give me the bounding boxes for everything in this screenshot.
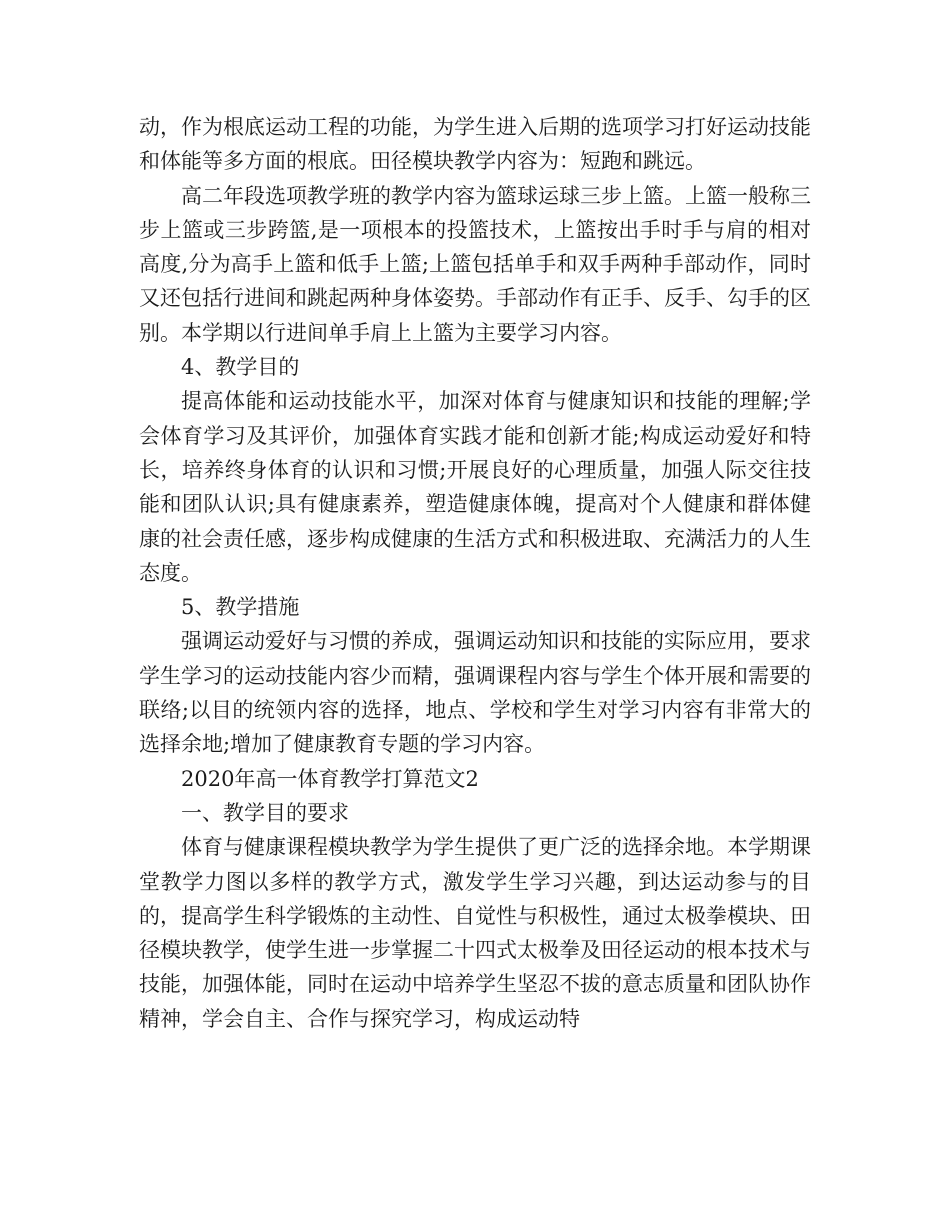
paragraph-teaching-goals: 提高体能和运动技能水平，加深对体育与健康知识和技能的理解;学会体育学习及其评价，加强体育实践才能和创新才能;构成运动爱好和特长，培养终身体育的认识和习惯;开展良好的心理质量，加强人际交往技能和团队认识;具有健康素养，塑造健康体魄，提高对个人健康和群体健康的社会责任感，逐步构成健康的生活方式和积极进取、充满活力的人生态度。 <box>139 389 811 585</box>
document-body <box>139 110 811 1036</box>
section-heading-teaching-measures: 5、教学措施 <box>181 595 300 620</box>
paragraph-continuation: 动，作为根底运动工程的功能，为学生进入后期的选项学习打好运动技能和体能等多方面的根底。田径模块教学内容为：短跑和跳远。 <box>139 115 811 174</box>
paragraph-requirements: 体育与健康课程模块教学为学生提供了更广泛的选择余地。本学期课堂教学力图以多样的教学方式，激发学生学习兴趣，到达运动参与的目的，提高学生科学锻炼的主动性、自觉性与积极性，通过太极拳模块、田径模块教学，使学生进一步掌握二十四式太极拳及田径运动的根本技术与技能，加强体能，同时在运动中培养学生坚忍不拔的意志质量和团队协作精神，学会自主、合作与探究学习，构成运动特 <box>139 835 811 1031</box>
paragraph-teaching-measures: 强调运动爱好与习惯的养成，强调运动知识和技能的实际应用，要求学生学习的运动技能内容少而精，强调课程内容与学生个体开展和需要的联络;以目的统领内容的选择，地点、学校和学生对学习内容有非常大的选择余地;增加了健康教育专题的学习内容。 <box>139 629 811 757</box>
section-heading-teaching-goals: 4、教学目的 <box>181 355 300 380</box>
paragraph-basketball-content: 高二年段选项教学班的教学内容为篮球运球三步上篮。上篮一般称三步上篮或三步跨篮,是一项根本的投篮技术，上篮按出手时手与肩的相对高度,分为高手上篮和低手上篮;上篮包括单手和双手两种手部动作，同时又还包括行进间和跳起两种身体姿势。手部动作有正手、反手、勾手的区别。本学期以行进间单手肩上上篮为主要学习内容。 <box>139 183 811 345</box>
document-title-sample-2: 2020年高一体育教学打算范文2 <box>181 766 479 791</box>
section-heading-requirements: 一、教学目的要求 <box>181 800 349 825</box>
